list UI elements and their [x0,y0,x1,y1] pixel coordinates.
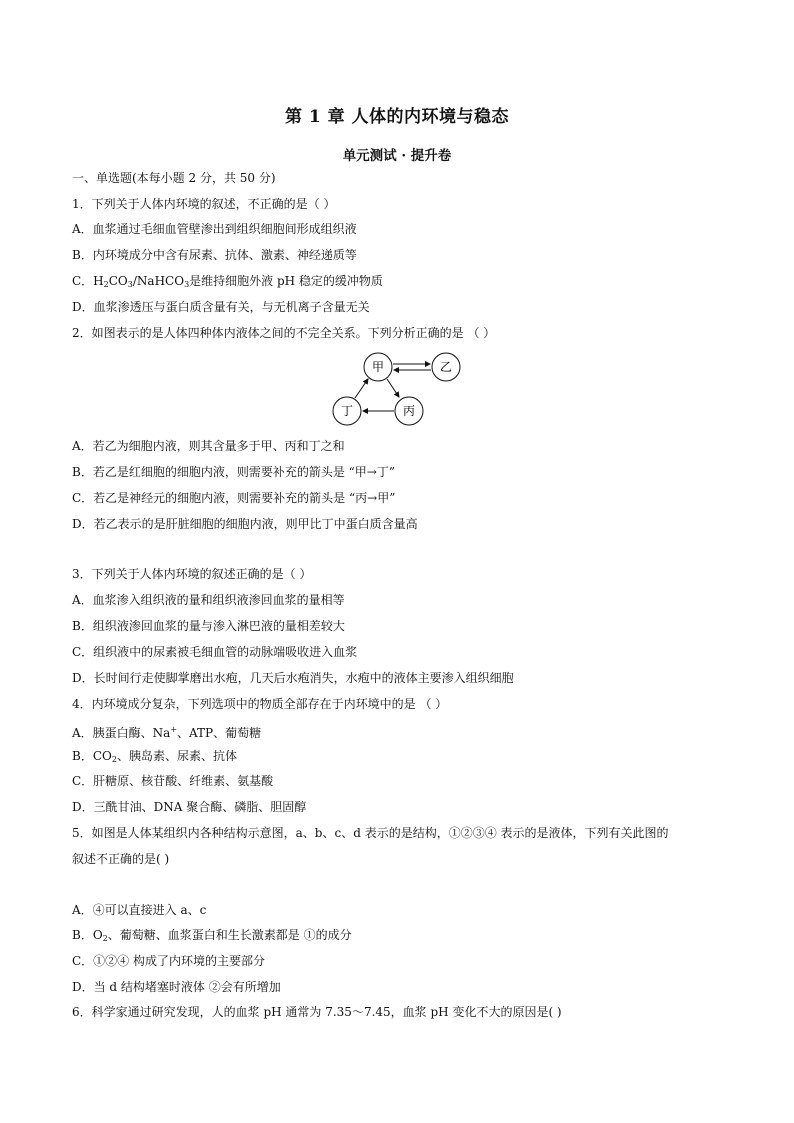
question-4-stem: 4．内环境成分复杂，下列选项中的物质全部存在于内环境中的是 （ ） [72,697,448,711]
arrow-ding-to-jia [355,379,368,398]
question-1-option-b: B．内环境成分中含有尿素、抗体、激素、神经递质等 [72,248,357,262]
question-3-stem: 3．下列关于人体内环境的叙述正确的是（ ） [72,567,312,581]
question-4-option-c: C．肝糖原、核苷酸、纤维素、氨基酸 [72,774,274,788]
node-jia [364,353,392,381]
body-fluid-diagram [326,350,466,430]
arrow-jia-to-bing [387,379,399,397]
question-5-stem-line-2: 叙述不正确的是( ) [72,852,170,866]
section-heading: 一、单选题(本每小题 2 分，共 50 分) [72,171,276,185]
node-yi [432,353,460,381]
question-5-option-c: C．①②④ 构成了内环境的主要部分 [72,954,265,968]
question-1-option-a: A．血浆通过毛细血管壁渗出到组织细胞间形成组织液 [72,222,357,236]
svg-text:甲: 甲 [371,360,385,374]
chapter-title: 第 1 章 人体的内环境与稳态 [284,107,510,127]
node-ding [333,397,361,425]
svg-text:丁: 丁 [340,404,354,418]
question-2-option-a: A．若乙为细胞内液，则其含量多于甲、丙和丁之和 [72,439,345,453]
question-5-stem-line-1: 5．如图是人体某组织内各种结构示意图，a、b、c、d 表示的是结构，①②③④ 表示的是液体，下列有关此图的 [72,826,669,840]
question-5-option-d: D．当 d 结构堵塞时液体 ②会有所增加 [72,980,281,994]
test-subtitle: 单元测试 · 提升卷 [342,148,452,164]
question-2-option-d: D．若乙表示的是肝脏细胞的细胞内液，则甲比丁中蛋白质含量高 [72,517,418,531]
question-5-option-b: B．$O_2$、葡萄糖、血浆蛋白和生长激素都是 ①的成分 [72,928,352,943]
question-5-option-a: A．④可以直接进入 a、c [72,903,207,917]
question-4-option-d: D．三酰甘油、DNA 聚合酶、磷脂、胆固醇 [72,800,307,814]
question-1-option-c: C．$H_2CO_3/NaHCO_3$是维持细胞外液 pH 稳定的缓冲物质 [72,274,383,289]
question-2-option-c: C．若乙是神经元的细胞内液，则需要补充的箭头是 “丙→甲” [72,491,396,505]
question-1-stem: 1．下列关于人体内环境的叙述，不正确的是（ ） [72,197,336,211]
question-3-option-d: D．长时间行走使脚掌磨出水疱，几天后水疱消失，水疱中的液体主要渗入组织细胞 [72,671,514,685]
question-2-stem: 2．如图表示的是人体四种体内液体之间的不完全关系。下列分析正确的是 （ ） [72,326,496,340]
question-4-option-a: A．胰蛋白酶、Na+、ATP、葡萄糖 [72,725,262,740]
question-1-option-d: D．血浆渗透压与蛋白质含量有关，与无机离子含量无关 [72,300,370,314]
question-2-option-b: B．若乙是红细胞的细胞内液，则需要补充的箭头是 “甲→丁” [72,465,395,479]
svg-text:乙: 乙 [439,360,453,374]
question-3-option-c: C．组织液中的尿素被毛细血管的动脉端吸收进入血浆 [72,645,358,659]
question-4-option-b: B．$CO_2$、胰岛素、尿素、抗体 [72,749,237,764]
question-3-option-b: B．组织液渗回血浆的量与渗入淋巴液的量相差较大 [72,619,345,633]
node-bing [395,397,423,425]
question-3-option-a: A．血浆渗入组织液的量和组织液渗回血浆的量相等 [72,593,345,607]
question-6-stem: 6．科学家通过研究发现，人的血浆 pH 通常为 7.35～7.45，血浆 pH 变化不大的原因是( ) [72,1005,562,1019]
svg-text:丙: 丙 [402,404,416,418]
